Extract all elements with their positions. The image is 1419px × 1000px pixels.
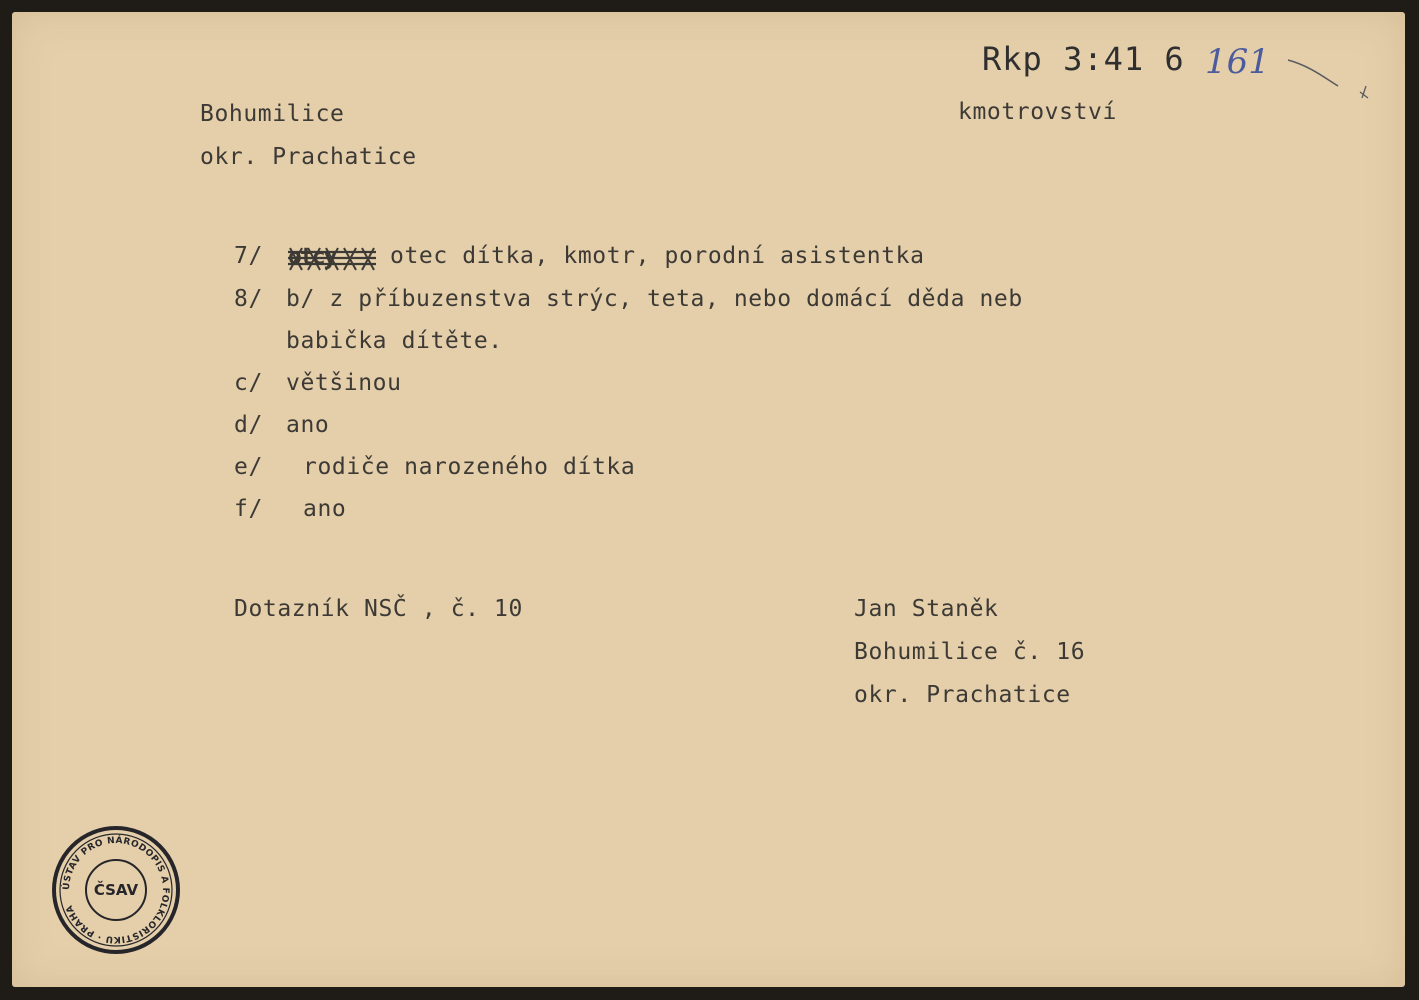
question-8f-label: f/ (234, 496, 263, 522)
pencil-stroke-mark (1280, 52, 1380, 112)
informant-address: Bohumilice č. 16 (854, 639, 1086, 665)
question-8e-answer: rodiče narozeného dítka (303, 454, 636, 480)
source-questionnaire: Dotazník NSČ , č. 10 (234, 596, 523, 622)
informant-district: okr. Prachatice (854, 682, 1071, 708)
catalog-card (12, 12, 1405, 987)
shelf-mark-overstrike: 6 (1164, 40, 1185, 78)
question-7-number: 7/ (234, 243, 263, 269)
stamp-center-text: ČSAV (93, 881, 139, 899)
handwritten-number: 161 (1205, 42, 1270, 82)
question-8c-answer: většinou (286, 370, 402, 396)
question-8d-answer: ano (286, 412, 330, 438)
shelf-mark: Rkp 3:41 6 (982, 40, 1185, 78)
question-8-number: 8/ (234, 286, 263, 312)
informant-name: Jan Staněk (854, 596, 999, 622)
topic-heading: kmotrovství (958, 99, 1117, 125)
question-8c-label: c/ (234, 370, 263, 396)
question-7-answer: otec dítka, kmotr, porodní asistentka (390, 243, 925, 269)
question-8b-answer-line-2: babička dítěte. (286, 328, 503, 354)
place-name: Bohumilice (200, 101, 345, 127)
stamp-ring-text: ÚSTAV PRO NÁRODOPIS A FOLKLORISTIKU · PRAHA (61, 835, 171, 945)
district-name: okr. Prachatice (200, 144, 417, 170)
question-8d-label: d/ (234, 412, 263, 438)
institute-stamp (50, 824, 182, 956)
question-8e-label: e/ (234, 454, 263, 480)
question-8b-answer-line-1: b/ z příbuzenstva strýc, teta, nebo domácí děda neb (286, 286, 1023, 312)
question-8f-answer: ano (303, 496, 347, 522)
strike-through-x (286, 244, 378, 274)
